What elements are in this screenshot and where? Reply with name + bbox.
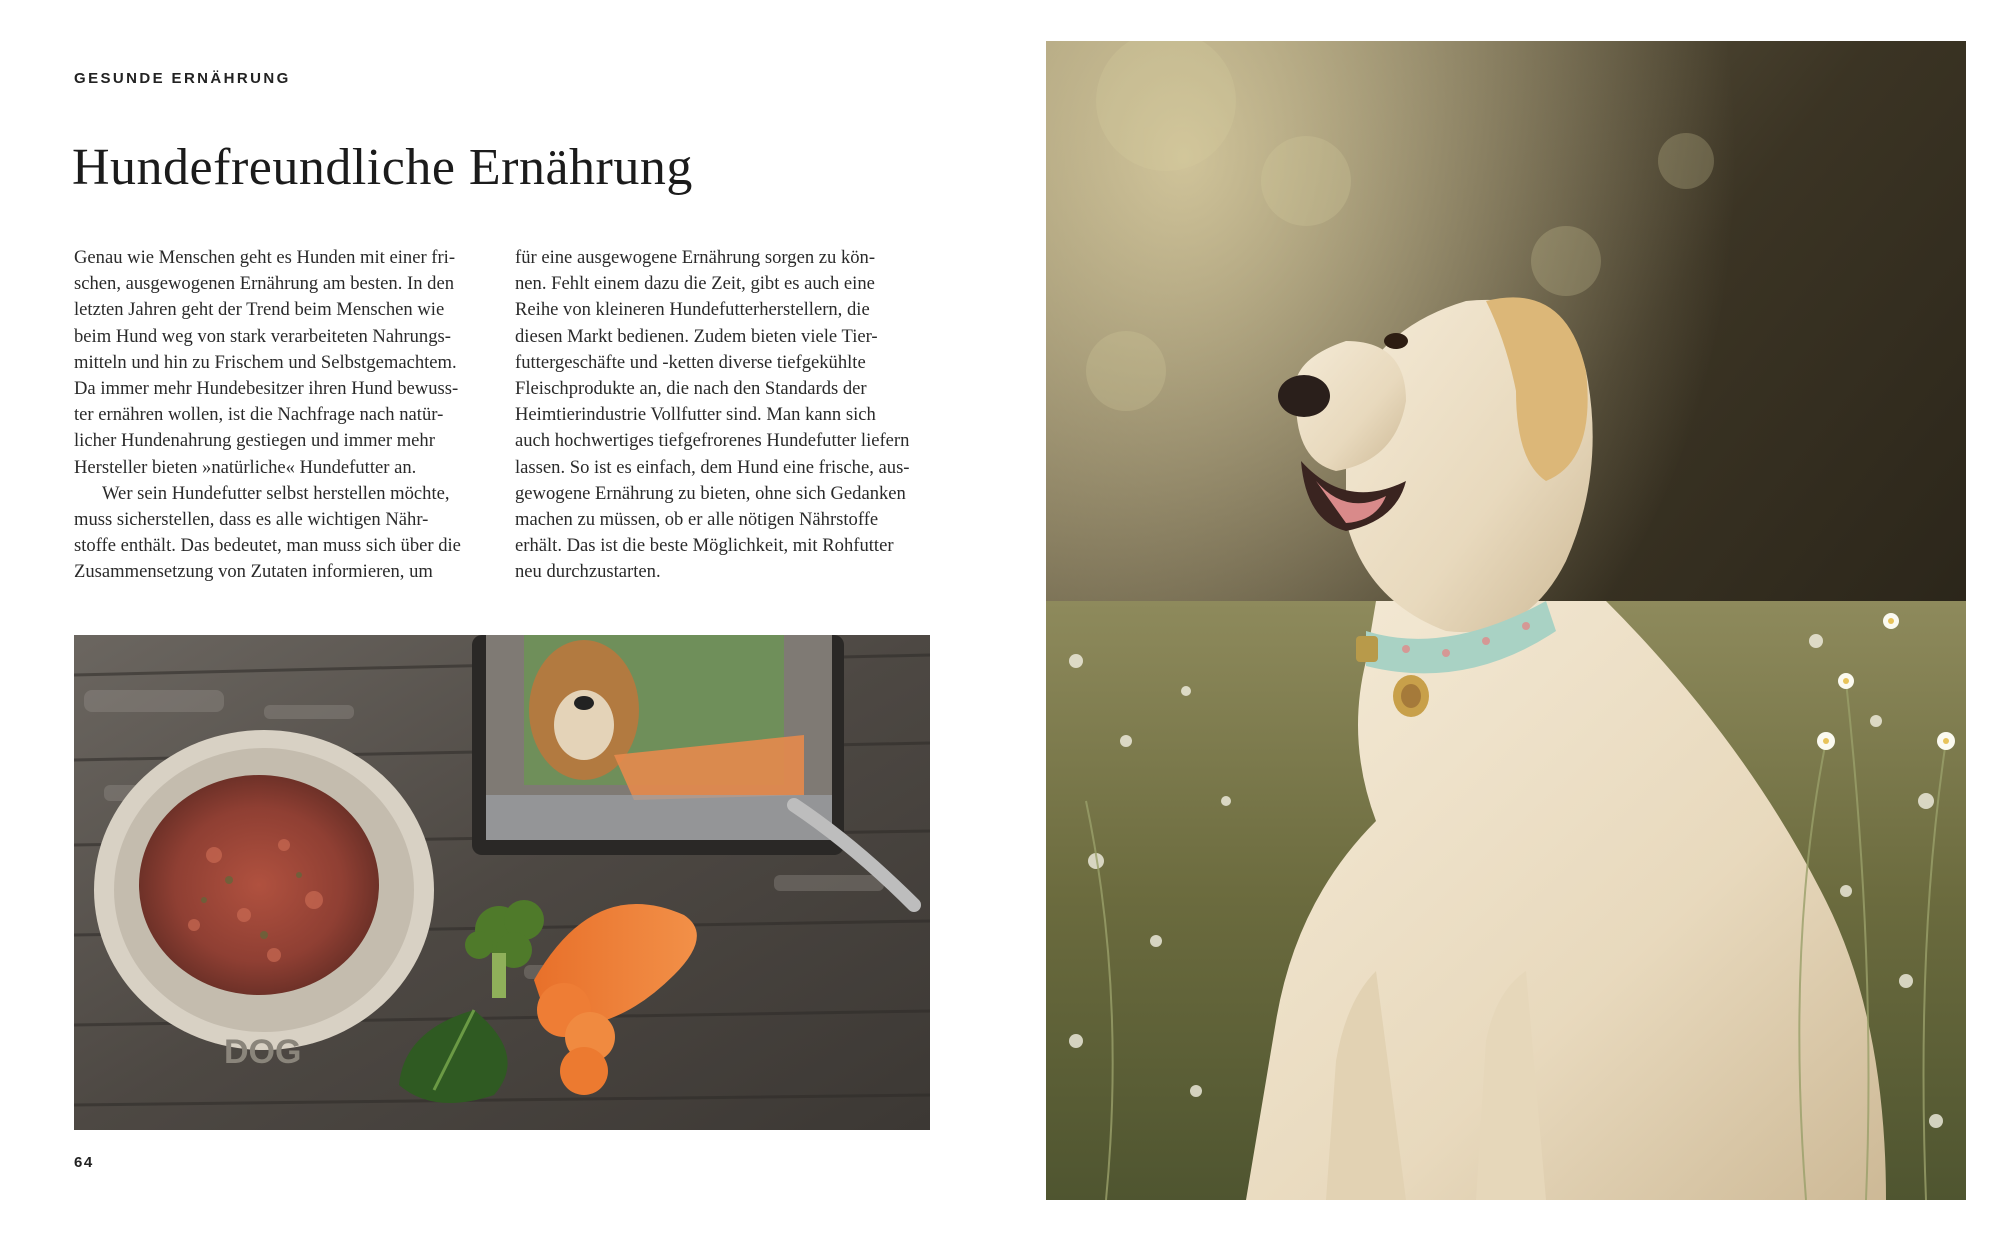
body-line: mitteln und hin zu Frischem und Selbstgemachtem.: [74, 351, 457, 373]
body-line: diesen Markt bedienen. Zudem bieten viele Tier-: [515, 325, 878, 347]
body-line: lassen. So ist es einfach, dem Hund eine frische, aus-: [515, 456, 910, 478]
body-line: gewogene Ernährung zu bieten, ohne sich Gedanken: [515, 482, 906, 504]
body-line: auch hochwertiges tiefgefrorenes Hundefutter liefern: [515, 430, 910, 452]
body-line: Genau wie Menschen geht es Hunden mit einer fri-: [74, 247, 456, 268]
body-line: futtergeschäfte und -ketten diverse tiefgekühlte: [515, 351, 866, 373]
food-bowl-photo: [74, 635, 930, 1130]
section-kicker: GESUNDE ERNÄHRUNG: [74, 70, 291, 87]
body-line: beim Hund weg von stark verarbeiteten Nahrungs-: [74, 325, 451, 347]
page-title: Hundefreundliche Ernährung: [72, 139, 693, 196]
body-line: für eine ausgewogene Ernährung sorgen zu kön-: [515, 247, 876, 268]
dog-photo-illustration: [1046, 41, 1966, 1200]
body-line: Fleischprodukte an, die nach den Standards der: [515, 378, 867, 400]
body-line: machen zu müssen, ob er alle nötigen Nährstoffe: [515, 509, 879, 531]
body-line: Heimtierindustrie Vollfutter sind. Man kann sich: [515, 404, 876, 426]
body-line: nen. Fehlt einem dazu die Zeit, gibt es auch eine: [515, 273, 875, 295]
body-line: Hersteller bieten »natürliche« Hundefutter an.: [74, 456, 417, 478]
body-line: neu durchzustarten.: [515, 561, 661, 583]
dog-portrait-photo: [1046, 41, 1966, 1200]
page-number: 64: [74, 1154, 94, 1171]
body-line: erhält. Das ist die beste Möglichkeit, mit Rohfutter: [515, 535, 894, 557]
body-line: stoffe enthält. Das bedeutet, man muss sich über die: [74, 535, 461, 557]
text-column-left: [74, 245, 474, 586]
body-line: muss sicherstellen, dass es alle wichtigen Nähr-: [74, 509, 429, 531]
body-line: Wer sein Hundefutter selbst herstellen möchte,: [102, 482, 450, 504]
food-photo-illustration: [74, 635, 930, 1130]
body-line: letzten Jahren geht der Trend beim Menschen wie: [74, 299, 445, 321]
body-line: ter ernähren wollen, ist die Nachfrage nach natür-: [74, 404, 444, 426]
bowl-lettering: DOG: [224, 1033, 302, 1071]
body-line: Da immer mehr Hundebesitzer ihren Hund bewuss-: [74, 378, 459, 400]
body-line: licher Hundenahrung gestiegen und immer mehr: [74, 430, 435, 452]
body-line: schen, ausgewogenen Ernährung am besten. In den: [74, 273, 455, 295]
text-column-right: [515, 245, 935, 586]
body-line: Reihe von kleineren Hundefutterherstellern, die: [515, 299, 870, 321]
body-line: Zusammensetzung von Zutaten informieren, um: [74, 561, 433, 583]
